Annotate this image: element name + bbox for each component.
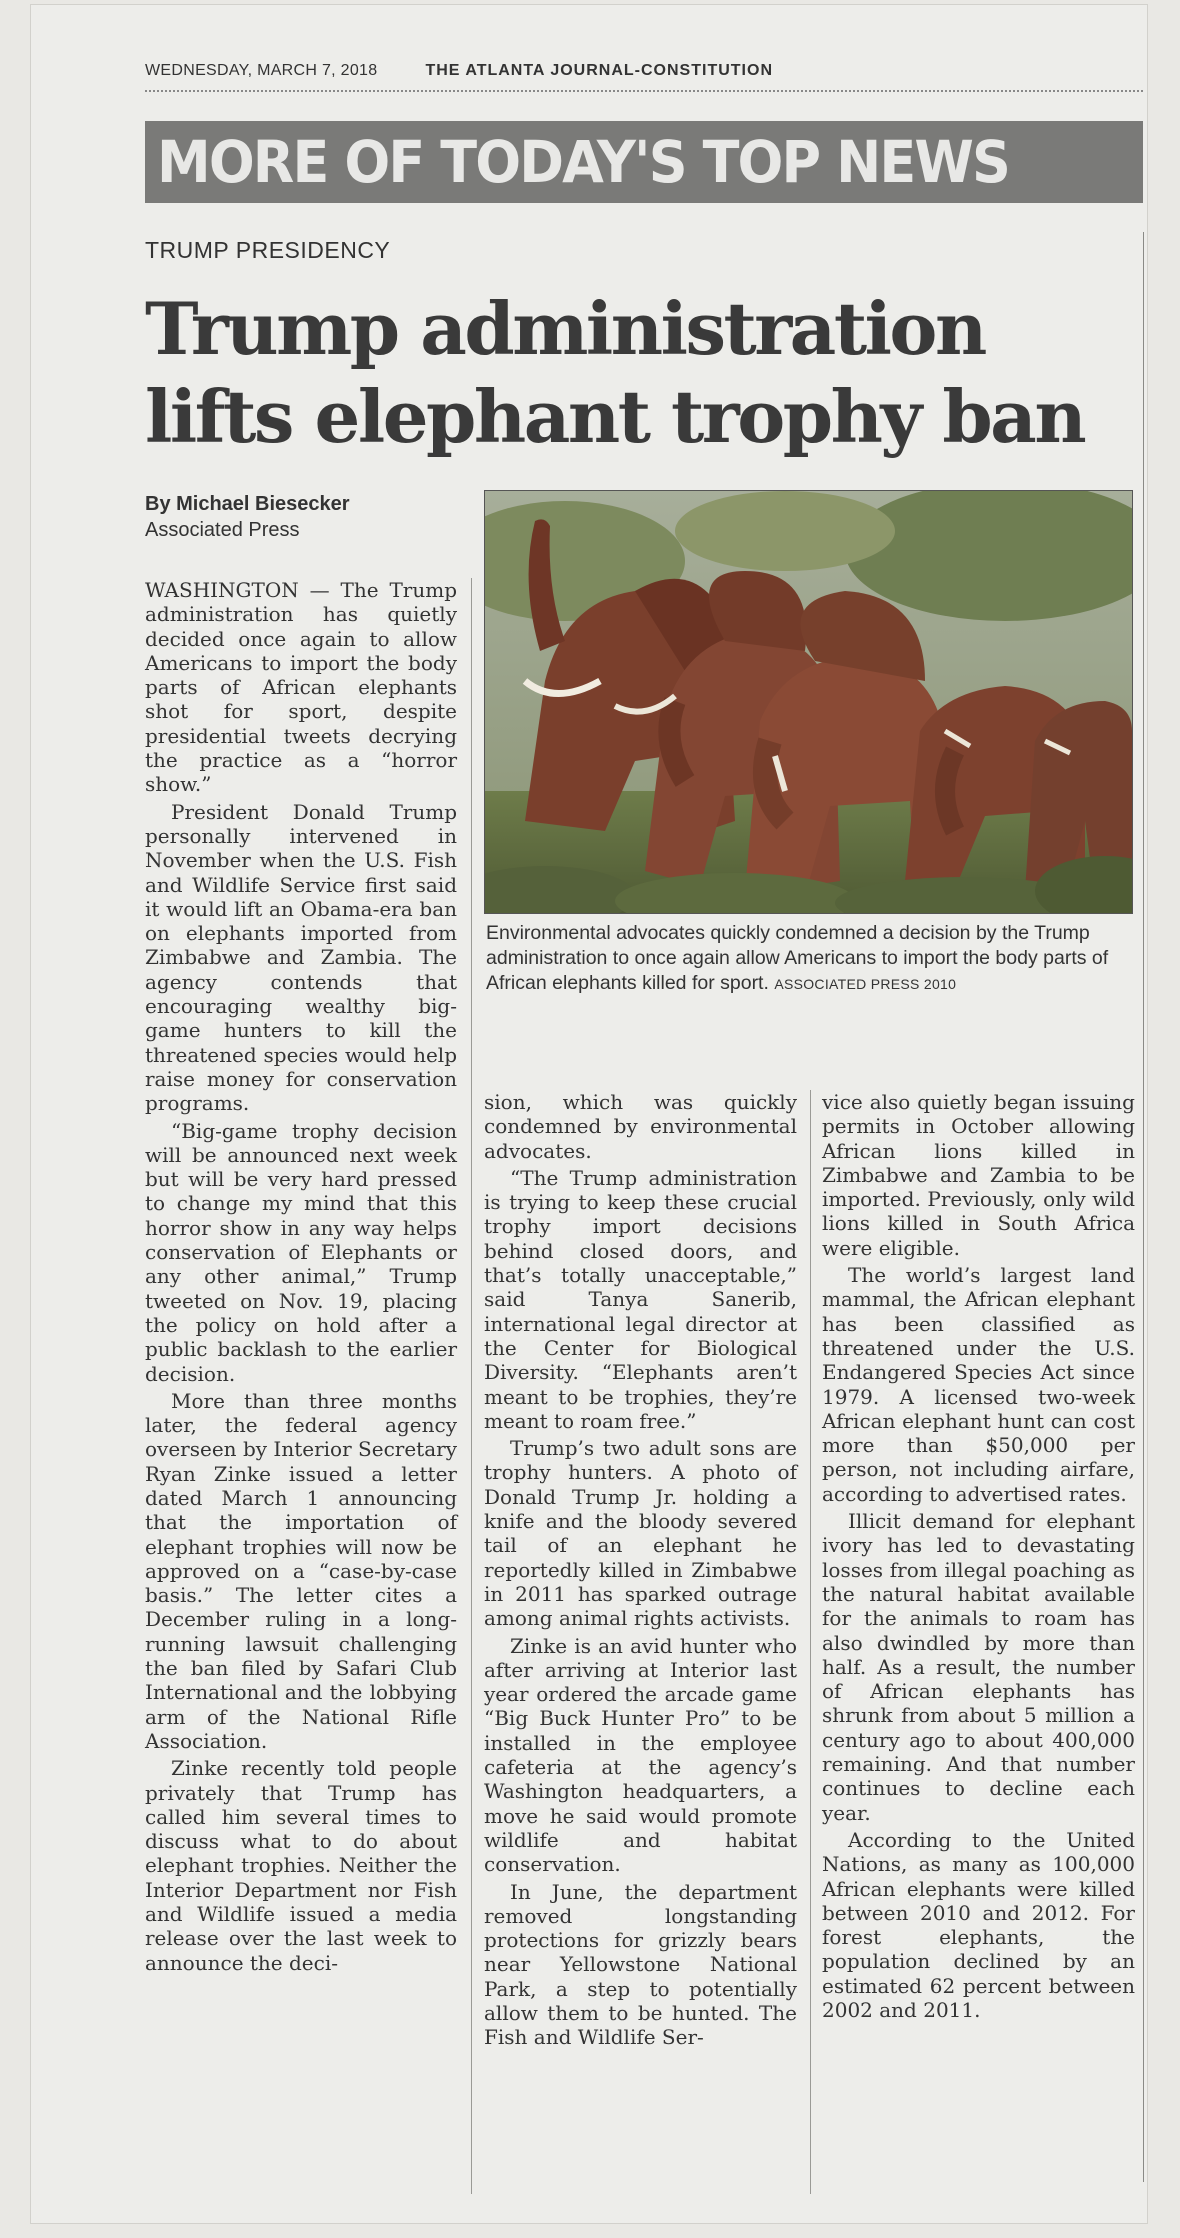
right-column-divider	[1143, 232, 1144, 2182]
paragraph: “Big-game trophy decision will be announced next week but will be very hard pressed to change my mind that this horror show in any way helps conservation of Elephants or any other animal,” Trump tweeted on Nov. 19, placing the policy on hold after a public backlash to the earlier decision.	[145, 1118, 457, 1386]
section-banner	[145, 121, 1143, 203]
elephants-photo	[484, 490, 1133, 914]
paragraph: “The Trump administration is trying to keep these crucial trophy import decisions behind closed doors, and that’s totally unacceptable,” said Tanya Sanerib, international legal director at the Center for Biological Diversity. “Elephants aren’t meant to be trophies, they’re meant to roam free.”	[484, 1165, 797, 1433]
article-headline	[145, 285, 1145, 461]
article-kicker: TRUMP PRESIDENCY	[145, 237, 391, 263]
section-banner-text: MORE OF TODAY'S TOP NEWS	[157, 128, 1010, 196]
paragraph: According to the United Nations, as many as 100,000 African elephants were killed between 2010 and 2012. For forest elephants, the population declined by an estimated 62 percent between 2002 and 2011.	[822, 1827, 1135, 2022]
dotted-divider	[145, 90, 1143, 92]
headline-line-2: lifts elephant trophy ban	[145, 374, 1085, 459]
paragraph: President Donald Trump personally intervened in November when the U.S. Fish and Wildlife Service first said it would lift an Obama-era ban on elephants imported from Zimbabwe and Zambia. The agency contends that encouraging wealthy big-game hunters to kill the threatened species would help raise money for conservation programs.	[145, 799, 457, 1116]
paragraph: WASHINGTON — The Trump administration has quietly decided once again to allow Americans to import the body parts of African elephants shot for sport, despite presidential tweets decrying the practice as a “horror show.”	[145, 578, 457, 797]
paragraph: sion, which was quickly condemned by environmental advocates.	[484, 1090, 797, 1163]
paragraph: Illicit demand for elephant ivory has led to devastating losses from illegal poaching as the natural habitat available for the animals to roam has also dwindled by more than half. As a result, the number of African elephants has shrunk from about 5 million a century ago to about 400,000 remaining. And that number continues to decline each year.	[822, 1509, 1135, 1825]
caption-text: Environmental advocates quickly condemned a decision by the Trump administration to once again allow Americans to import the body parts of African elephants killed for sport.	[486, 922, 1109, 994]
headline-line-1: Trump administration	[145, 286, 985, 371]
elephants-illustration	[485, 491, 1132, 913]
article-column-1	[145, 578, 457, 1975]
author-name: By Michael Biesecker	[145, 493, 350, 515]
byline	[145, 493, 350, 542]
column-divider-2	[810, 1090, 811, 2194]
author-agency: Associated Press	[145, 519, 300, 541]
paragraph: The world’s largest land mammal, the African elephant has been classified as threatened under the U.S. Endangered Species Act since 1979. A licensed two-week African elephant hunt can cost more than $50,000 per person, not including airfare, according to advertised rates.	[822, 1263, 1135, 1506]
masthead	[145, 62, 773, 80]
paragraph: Zinke recently told people privately that Trump has called him several times to discuss what to do about elephant trophies. Neither the Interior Department nor Fish and Wildlife issued a media release over the last week to announce the deci-	[145, 1756, 457, 1975]
issue-date: WEDNESDAY, MARCH 7, 2018	[145, 62, 378, 79]
paragraph: Zinke is an avid hunter who after arriving at Interior last year ordered the arcade game “Big Buck Hunter Pro” to be installed in the employee cafeteria at the agency’s Washington headquarters, a move he said would promote wildlife and habitat conservation.	[484, 1633, 797, 1877]
article-column-2	[484, 1090, 797, 2050]
publication-name: THE ATLANTA JOURNAL-CONSTITUTION	[425, 62, 773, 79]
article-column-3	[822, 1090, 1135, 2022]
photo-caption	[486, 921, 1136, 997]
photo-credit: ASSOCIATED PRESS 2010	[774, 976, 957, 992]
paragraph: More than three months later, the federal agency overseen by Interior Secretary Ryan Zinke issued a letter dated March 1 announcing that the importation of elephant trophies will now be approved on a “case-by-case basis.” The letter cites a December ruling in a long-running lawsuit challenging the ban filed by Safari Club International and the lobbying arm of the National Rifle Association.	[145, 1388, 457, 1753]
paragraph: In June, the department removed longstanding protections for grizzly bears near Yellowstone National Park, a step to potentially allow them to be hunted. The Fish and Wildlife Ser-	[484, 1879, 797, 2050]
paragraph: Trump’s two adult sons are trophy hunters. A photo of Donald Trump Jr. holding a knife and the bloody severed tail of an elephant he reportedly killed in Zimbabwe in 2011 has sparked outrage among animal rights activists.	[484, 1436, 797, 1631]
paragraph: vice also quietly began issuing permits in October allowing African lions killed in Zimbabwe and Zambia to be imported. Previously, only wild lions killed in South Africa were eligible.	[822, 1090, 1135, 1260]
column-divider-1	[471, 578, 472, 2194]
